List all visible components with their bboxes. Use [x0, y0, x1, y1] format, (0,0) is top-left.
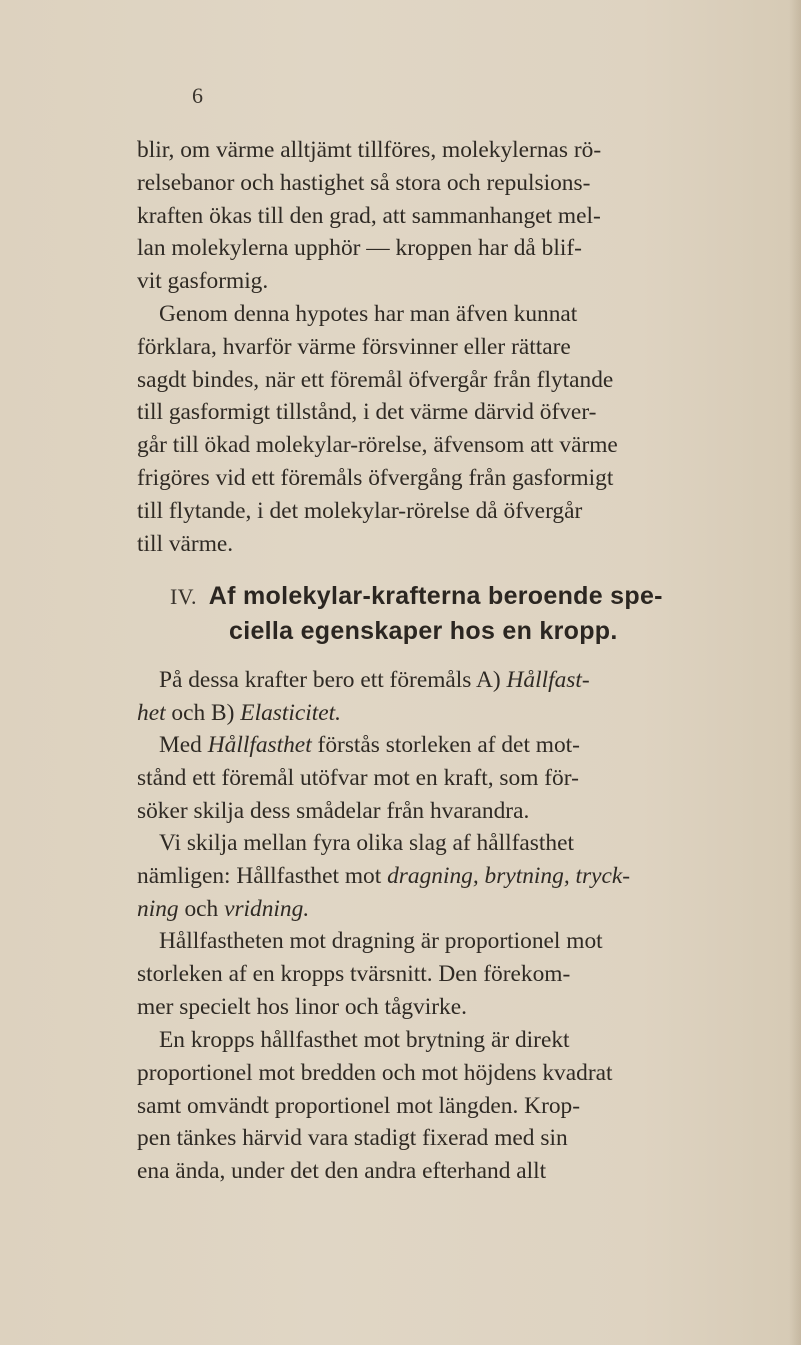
text-run: och B) [165, 699, 241, 726]
italic-term: Elasticitet. [240, 699, 341, 726]
text-line: vit gasformig. [137, 268, 269, 295]
text-line: går till ökad molekylar-rörelse, äfvensom att värme [137, 432, 618, 459]
text-line [137, 664, 590, 697]
text-run: Med [159, 732, 208, 758]
text-line [137, 893, 630, 926]
text-line: Hållfastheten mot dragning är proportionel mot [159, 928, 603, 954]
text-line: storleken af en kropps tvärsnitt. Den förekom- [137, 960, 571, 987]
text-line: proportionel mot bredden och mot höjdens kvadrat [137, 1059, 613, 1086]
italic-term: Hållfasthet [207, 732, 312, 758]
paragraph-7 [137, 1024, 613, 1188]
text-line [137, 729, 580, 762]
text-line [137, 860, 630, 893]
section-title-part-1: Af molekylar-krafterna beroende spe- [208, 582, 663, 610]
text-line: söker skilja dess smådelar från hvarandra. [137, 797, 530, 824]
text-line: pen tänkes härvid vara stadigt fixerad med sin [137, 1125, 568, 1152]
text-line: blir, om värme alltjämt tillföres, molekylernas rö- [137, 137, 602, 163]
text-run: förstås storleken af det mot- [311, 732, 580, 758]
text-line: till gasformigt tillstånd, i det värme därvid öfver- [137, 399, 597, 426]
text-run: På dessa krafter bero ett föremåls A) [159, 667, 507, 693]
text-run: nämligen: Hållfasthet mot [137, 862, 388, 889]
text-line: kraften ökas till den grad, att sammanhanget mel- [137, 202, 601, 229]
paragraph-1 [137, 134, 601, 298]
italic-term: ning [137, 895, 179, 922]
text-line: ena ända, under det den andra efterhand allt [137, 1158, 547, 1185]
section-heading [170, 580, 663, 647]
paragraph-5 [137, 827, 630, 925]
italic-term: dragning, brytning, tryck- [387, 862, 631, 889]
page-edge-shadow [789, 0, 801, 1345]
page-number: 6 [192, 83, 203, 108]
text-line: samt omvändt proportionel mot längden. Krop- [137, 1092, 581, 1119]
text-line: stånd ett föremål utöfvar mot en kraft, som för- [137, 764, 579, 791]
paragraph-3 [137, 664, 590, 730]
section-heading-line-1 [170, 580, 663, 613]
text-run: och [178, 895, 225, 922]
text-line: lan molekylerna upphör — kroppen har då blif- [137, 235, 582, 262]
italic-term: vridning. [224, 895, 310, 922]
section-heading-line-2: ciella egenskaper hos en kropp. [229, 617, 618, 645]
text-line: till flytande, i det molekylar-rörelse då öfvergår [137, 497, 583, 524]
text-line: sagdt bindes, när ett föremål öfvergår från flytande [137, 366, 614, 393]
paragraph-2 [137, 298, 618, 560]
text-line: förklara, hvarför värme försvinner eller rättare [137, 333, 571, 360]
italic-term: Hållfast- [506, 667, 590, 693]
text-line [137, 697, 590, 730]
text-line: relsebanor och hastighet så stora och repulsions- [137, 169, 591, 196]
text-line: mer specielt hos linor och tågvirke. [137, 993, 467, 1020]
text-line: till värme. [137, 530, 234, 557]
italic-term: het [137, 699, 166, 726]
text-line: Genom denna hypotes har man äfven kunnat [159, 301, 578, 327]
section-roman-numeral: IV. [170, 584, 197, 609]
text-line: Vi skilja mellan fyra olika slag af hållfasthet [159, 830, 574, 856]
text-line: En kropps hållfasthet mot brytning är direkt [159, 1027, 570, 1053]
paragraph-6 [137, 925, 603, 1023]
paragraph-4 [137, 729, 580, 827]
text-line: frigöres vid ett föremåls öfvergång från gasformigt [137, 464, 614, 491]
